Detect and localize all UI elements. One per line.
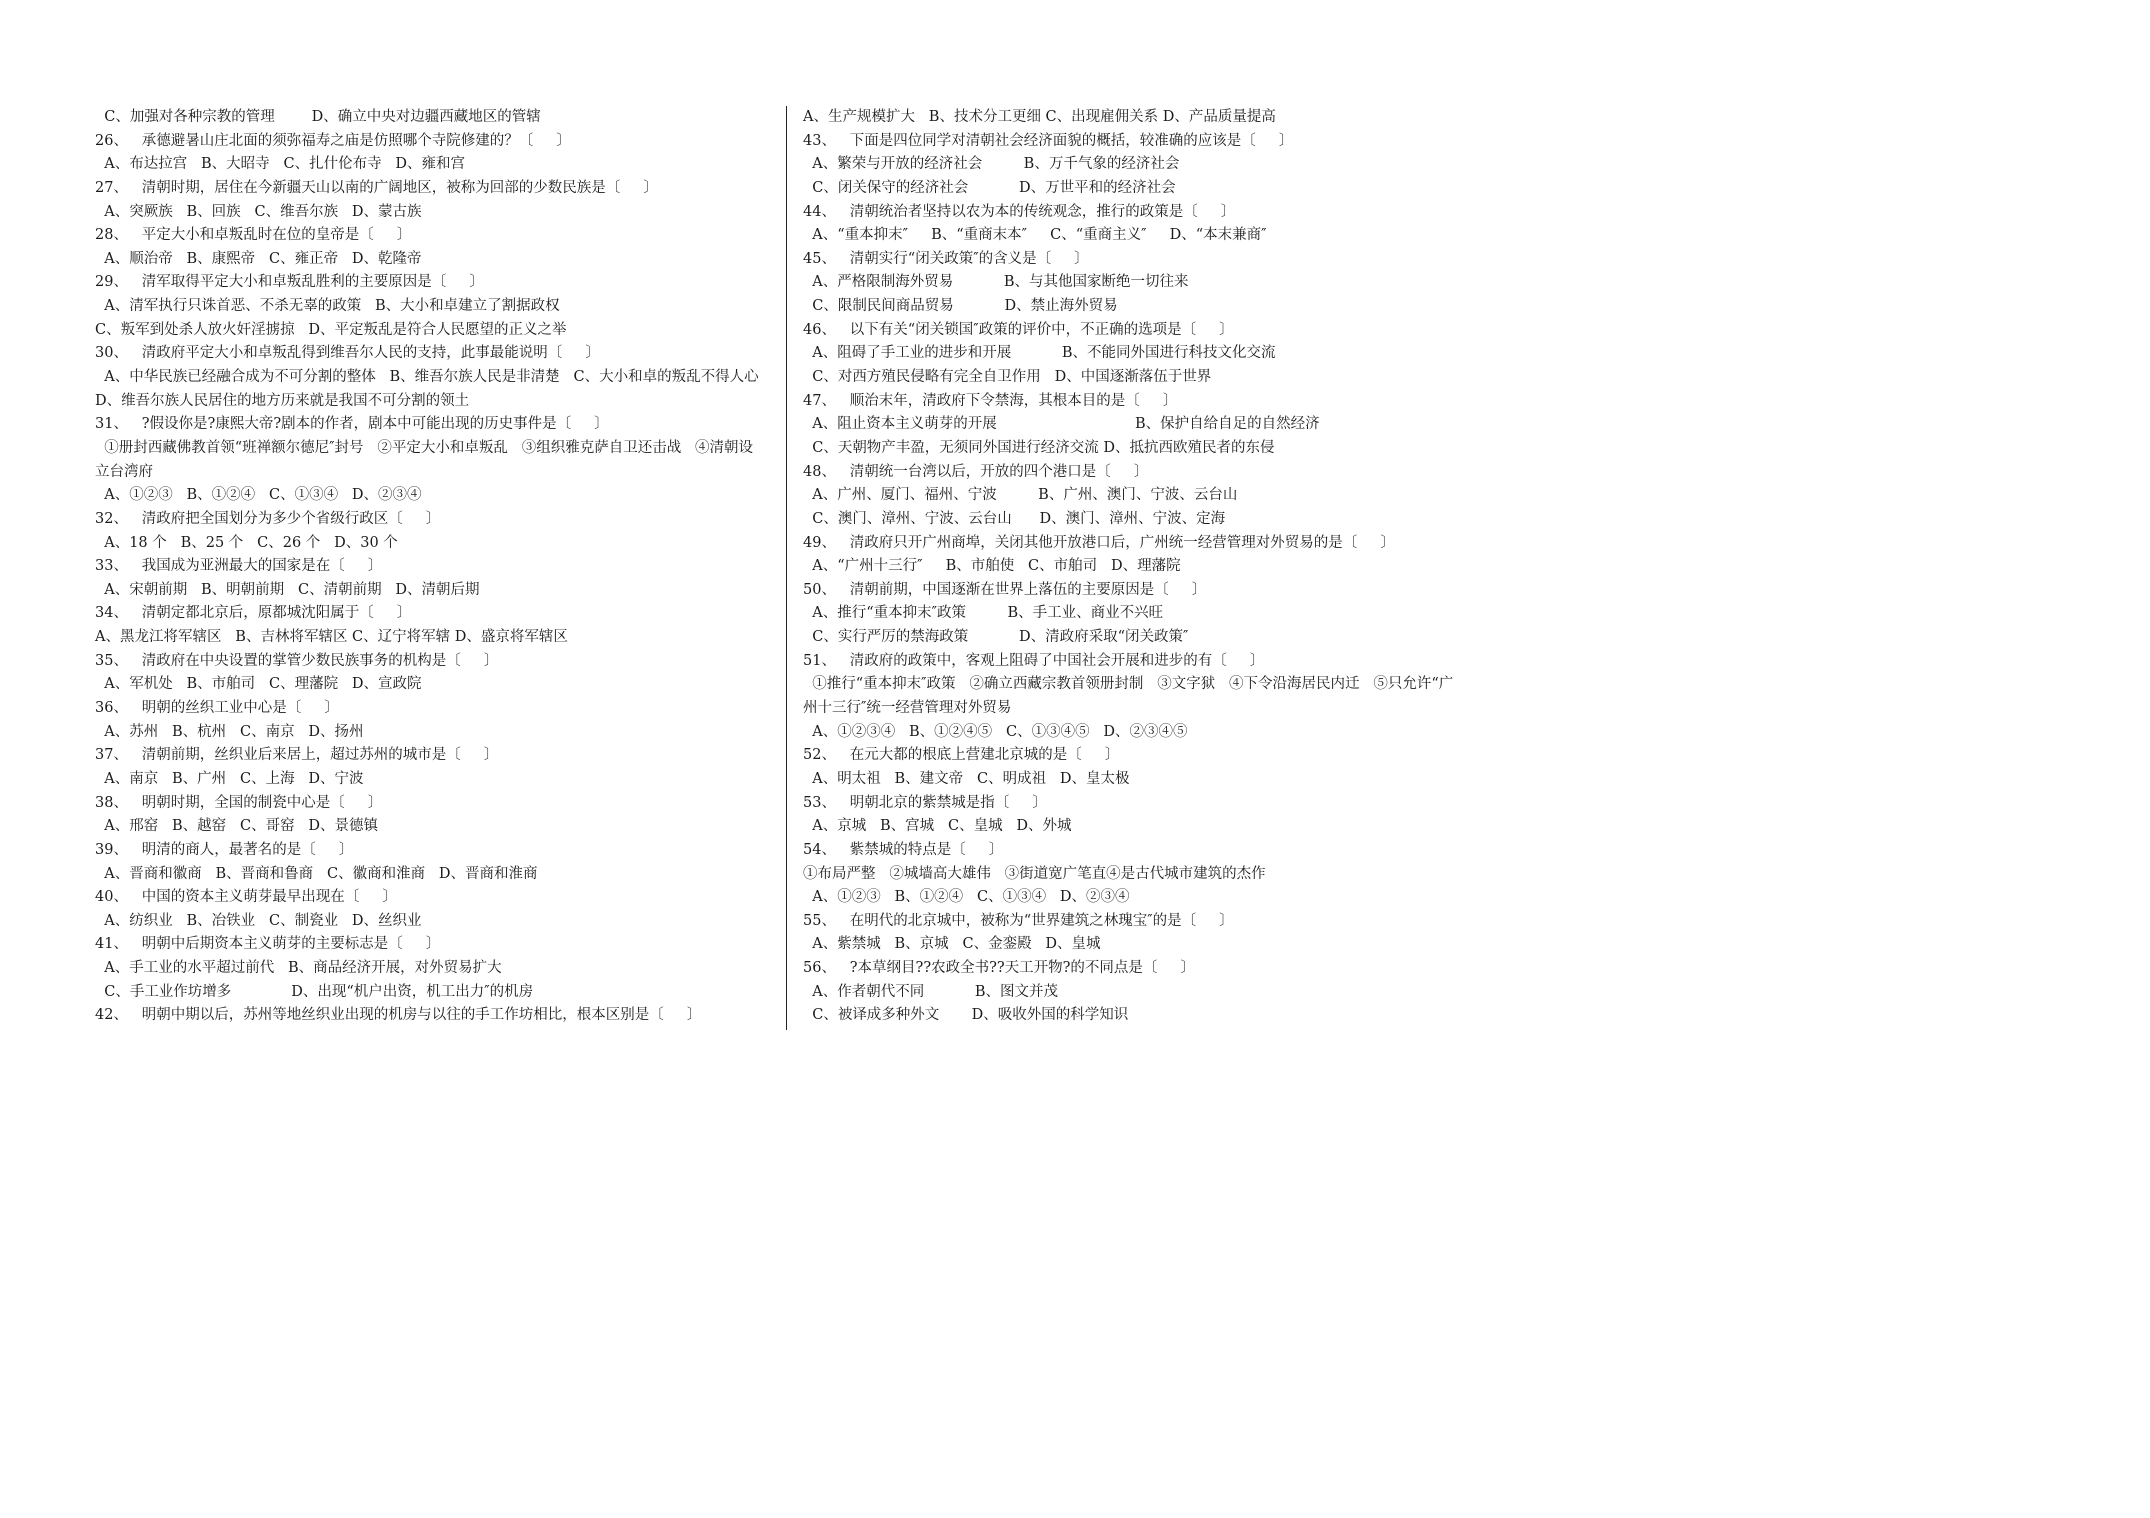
text-line: A、晋商和徽商 B、晋商和鲁商 C、徽商和淮商 D、晋商和淮商 xyxy=(95,865,538,882)
text-line: A、阻碍了手工业的进步和开展 B、不能同外国进行科技文化交流 xyxy=(803,345,1276,362)
text-line: 36、 明朝的丝织工业中心是〔 〕 xyxy=(95,700,339,717)
text-line: C、闭关保守的经济社会 D、万世平和的经济社会 xyxy=(803,179,1176,196)
text-line: A、军机处 B、市舶司 C、理藩院 D、宣政院 xyxy=(95,676,422,693)
text-line: A、“重本抑末″ B、“重商末本″ C、“重商主义″ D、“本末兼商″ xyxy=(803,227,1267,244)
text-line: 48、 清朝统一台湾以后，开放的四个港口是〔 〕 xyxy=(803,463,1149,480)
text-line: 37、 清朝前期，丝织业后来居上，超过苏州的城市是〔 〕 xyxy=(95,747,499,764)
text-line: A、①②③④ B、①②④⑤ C、①③④⑤ D、②③④⑤ xyxy=(803,723,1188,740)
text-line: 55、 在明代的北京城中，被称为“世界建筑之林瑰宝″的是〔 〕 xyxy=(803,912,1234,929)
text-line: A、“广州十三行″ B、市舶使 C、市舶司 D、理藩院 xyxy=(803,558,1181,575)
text-line: A、清军执行只诛首恶、不杀无辜的政策 B、大小和卓建立了割据政权 xyxy=(95,298,560,315)
text-line: D、维吾尔族人民居住的地方历来就是我国不可分割的领土 xyxy=(95,392,470,409)
text-line: C、被译成多种外文 D、吸收外国的科学知识 xyxy=(803,1007,1129,1024)
text-line: 31、 ?假设你是?康熙大帝?剧本的作者，剧本中可能出现的历史事件是〔 〕 xyxy=(95,416,609,433)
text-line: 立台湾府 xyxy=(95,463,153,480)
text-line: A、严格限制海外贸易 B、与其他国家断绝一切往来 xyxy=(803,274,1189,291)
text-line: C、叛军到处杀人放火奸淫掳掠 D、平定叛乱是符合人民愿望的正义之举 xyxy=(95,321,567,338)
text-line: A、京城 B、宫城 C、皇城 D、外城 xyxy=(803,818,1072,835)
text-line: 27、 清朝时期，居住在今新疆天山以南的广阔地区，被称为回部的少数民族是〔 〕 xyxy=(95,179,658,196)
text-line: 51、 清政府的政策中，客观上阻碍了中国社会开展和进步的有〔 〕 xyxy=(803,652,1265,669)
text-line: A、明太祖 B、建文帝 C、明成祖 D、皇太极 xyxy=(803,770,1130,787)
text-line: C、实行严厉的禁海政策 D、清政府采取“闭关政策″ xyxy=(803,629,1189,646)
text-line: 52、 在元大都的根底上营建北京城的是〔 〕 xyxy=(803,747,1120,764)
text-line: 42、 明朝中期以后，苏州等地丝织业出现的机房与以往的手工作坊相比，根本区别是〔 〕 xyxy=(95,1007,702,1024)
text-line: A、宋朝前期 B、明朝前期 C、清朝前期 D、清朝后期 xyxy=(95,581,480,598)
text-line: C、对西方殖民侵略有完全自卫作用 D、中国逐渐落伍于世界 xyxy=(803,369,1212,386)
text-line: A、广州、厦门、福州、宁波 B、广州、澳门、宁波、云台山 xyxy=(803,487,1238,504)
text-line: 38、 明朝时期，全国的制瓷中心是〔 〕 xyxy=(95,794,383,811)
text-line: ①推行“重本抑末″政策 ②确立西藏宗教首领册封制 ③文字狱 ④下令沿海居民内迁 ⑤只允许“广 xyxy=(803,676,1454,693)
text-line: C、澳门、漳州、宁波、云台山 D、澳门、漳州、宁波、定海 xyxy=(803,510,1226,527)
text-line: A、中华民族已经融合成为不可分割的整体 B、维吾尔族人民是非清楚 C、大小和卓的叛乱不得人心 xyxy=(95,369,759,386)
text-line: A、顺治帝 B、康熙帝 C、雍正帝 D、乾隆帝 xyxy=(95,250,422,267)
text-line: 56、 ?本草纲目??农政全书??天工开物?的不同点是〔 〕 xyxy=(803,960,1195,977)
text-line: 43、 下面是四位同学对清朝社会经济面貌的概括，较准确的应该是〔 〕 xyxy=(803,132,1294,149)
column-divider xyxy=(786,106,787,1030)
text-line: 47、 顺治末年，清政府下令禁海，其根本目的是〔 〕 xyxy=(803,392,1178,409)
text-line: 39、 明清的商人，最著名的是〔 〕 xyxy=(95,841,354,858)
text-line: C、手工业作坊增多 D、出现“机户出资，机工出力″的机房 xyxy=(95,983,534,1000)
text-line: A、推行“重本抑末″政策 B、手工业、商业不兴旺 xyxy=(803,605,1164,622)
text-line: 30、 清政府平定大小和卓叛乱得到维吾尔人民的支持，此事最能说明〔 〕 xyxy=(95,345,600,362)
text-line: A、繁荣与开放的经济社会 B、万千气象的经济社会 xyxy=(803,156,1180,173)
text-line: 45、 清朝实行“闭关政策″的含义是〔 〕 xyxy=(803,250,1089,267)
text-line: A、作者朝代不同 B、图文并茂 xyxy=(803,983,1059,1000)
text-line: A、突厥族 B、回族 C、维吾尔族 D、蒙古族 xyxy=(95,203,422,220)
text-line: A、黑龙江将军辖区 B、吉林将军辖区 C、辽宁将军辖 D、盛京将军辖区 xyxy=(95,629,568,646)
text-line: A、苏州 B、杭州 C、南京 D、扬州 xyxy=(95,723,364,740)
left-column xyxy=(95,106,775,1028)
text-line: 32、 清政府把全国划分为多少个省级行政区〔 〕 xyxy=(95,510,441,527)
text-line: 33、 我国成为亚洲最大的国家是在〔 〕 xyxy=(95,558,383,575)
right-column xyxy=(803,106,1493,1028)
text-line: 50、 清朝前期，中国逐渐在世界上落伍的主要原因是〔 〕 xyxy=(803,581,1207,598)
text-line: A、阻止资本主义萌芽的开展 B、保护自给自足的自然经济 xyxy=(803,416,1320,433)
text-line: A、邢窑 B、越窑 C、哥窑 D、景德镇 xyxy=(95,818,379,835)
text-line: 49、 清政府只开广州商埠，关闭其他开放港口后，广州统一经营管理对外贸易的是〔 〕 xyxy=(803,534,1395,551)
text-line: A、手工业的水平超过前代 B、商品经济开展，对外贸易扩大 xyxy=(95,960,502,977)
text-line: A、①②③ B、①②④ C、①③④ D、②③④ xyxy=(803,889,1130,906)
text-line: A、南京 B、广州 C、上海 D、宁波 xyxy=(95,770,364,787)
text-line: A、布达拉宫 B、大昭寺 C、扎什伦布寺 D、雍和宫 xyxy=(95,156,466,173)
text-line: A、18 个 B、25 个 C、26 个 D、30 个 xyxy=(95,534,398,551)
text-line: 34、 清朝定都北京后，原都城沈阳属于〔 〕 xyxy=(95,605,412,622)
text-line: A、生产规模扩大 B、技术分工更细 C、出现雇佣关系 D、产品质量提高 xyxy=(803,109,1276,125)
text-line: A、①②③ B、①②④ C、①③④ D、②③④ xyxy=(95,487,422,504)
text-line: C、限制民间商品贸易 D、禁止海外贸易 xyxy=(803,298,1118,315)
text-line: 53、 明朝北京的紫禁城是指〔 〕 xyxy=(803,794,1047,811)
text-line: 46、 以下有关“闭关锁国″政策的评价中，不正确的选项是〔 〕 xyxy=(803,321,1234,338)
text-line: 54、 紫禁城的特点是〔 〕 xyxy=(803,841,1004,858)
text-line: 35、 清政府在中央设置的掌管少数民族事务的机构是〔 〕 xyxy=(95,652,499,669)
text-line: 29、 清军取得平定大小和卓叛乱胜利的主要原因是〔 〕 xyxy=(95,274,484,291)
text-line: C、加强对各种宗教的管理 D、确立中央对边疆西藏地区的管辖 xyxy=(95,109,541,125)
text-line: 26、 承德避暑山庄北面的须弥福寿之庙是仿照哪个寺院修建的？〔 〕 xyxy=(95,132,571,149)
text-line: A、纺织业 B、冶铁业 C、制瓷业 D、丝织业 xyxy=(95,912,422,929)
text-line: 州十三行″统一经营管理对外贸易 xyxy=(803,700,1012,717)
text-line: ①布局严整 ②城墙高大雄伟 ③街道宽广笔直④是古代城市建筑的杰作 xyxy=(803,865,1266,882)
text-line: 41、 明朝中后期资本主义萌芽的主要标志是〔 〕 xyxy=(95,936,441,953)
text-line: 40、 中国的资本主义萌芽最早出现在〔 〕 xyxy=(95,889,397,906)
text-line: 28、 平定大小和卓叛乱时在位的皇帝是〔 〕 xyxy=(95,227,412,244)
text-line: ①册封西藏佛教首领“班禅额尔德尼″封号 ②平定大小和卓叛乱 ③组织雅克萨自卫还击战 ④清朝设 xyxy=(95,439,754,456)
text-line: C、天朝物产丰盈，无须同外国进行经济交流 D、抵抗西欧殖民者的东侵 xyxy=(803,439,1275,456)
text-line: A、紫禁城 B、京城 C、金銮殿 D、皇城 xyxy=(803,936,1101,953)
text-line: 44、 清朝统治者坚持以农为本的传统观念，推行的政策是〔 〕 xyxy=(803,203,1236,220)
